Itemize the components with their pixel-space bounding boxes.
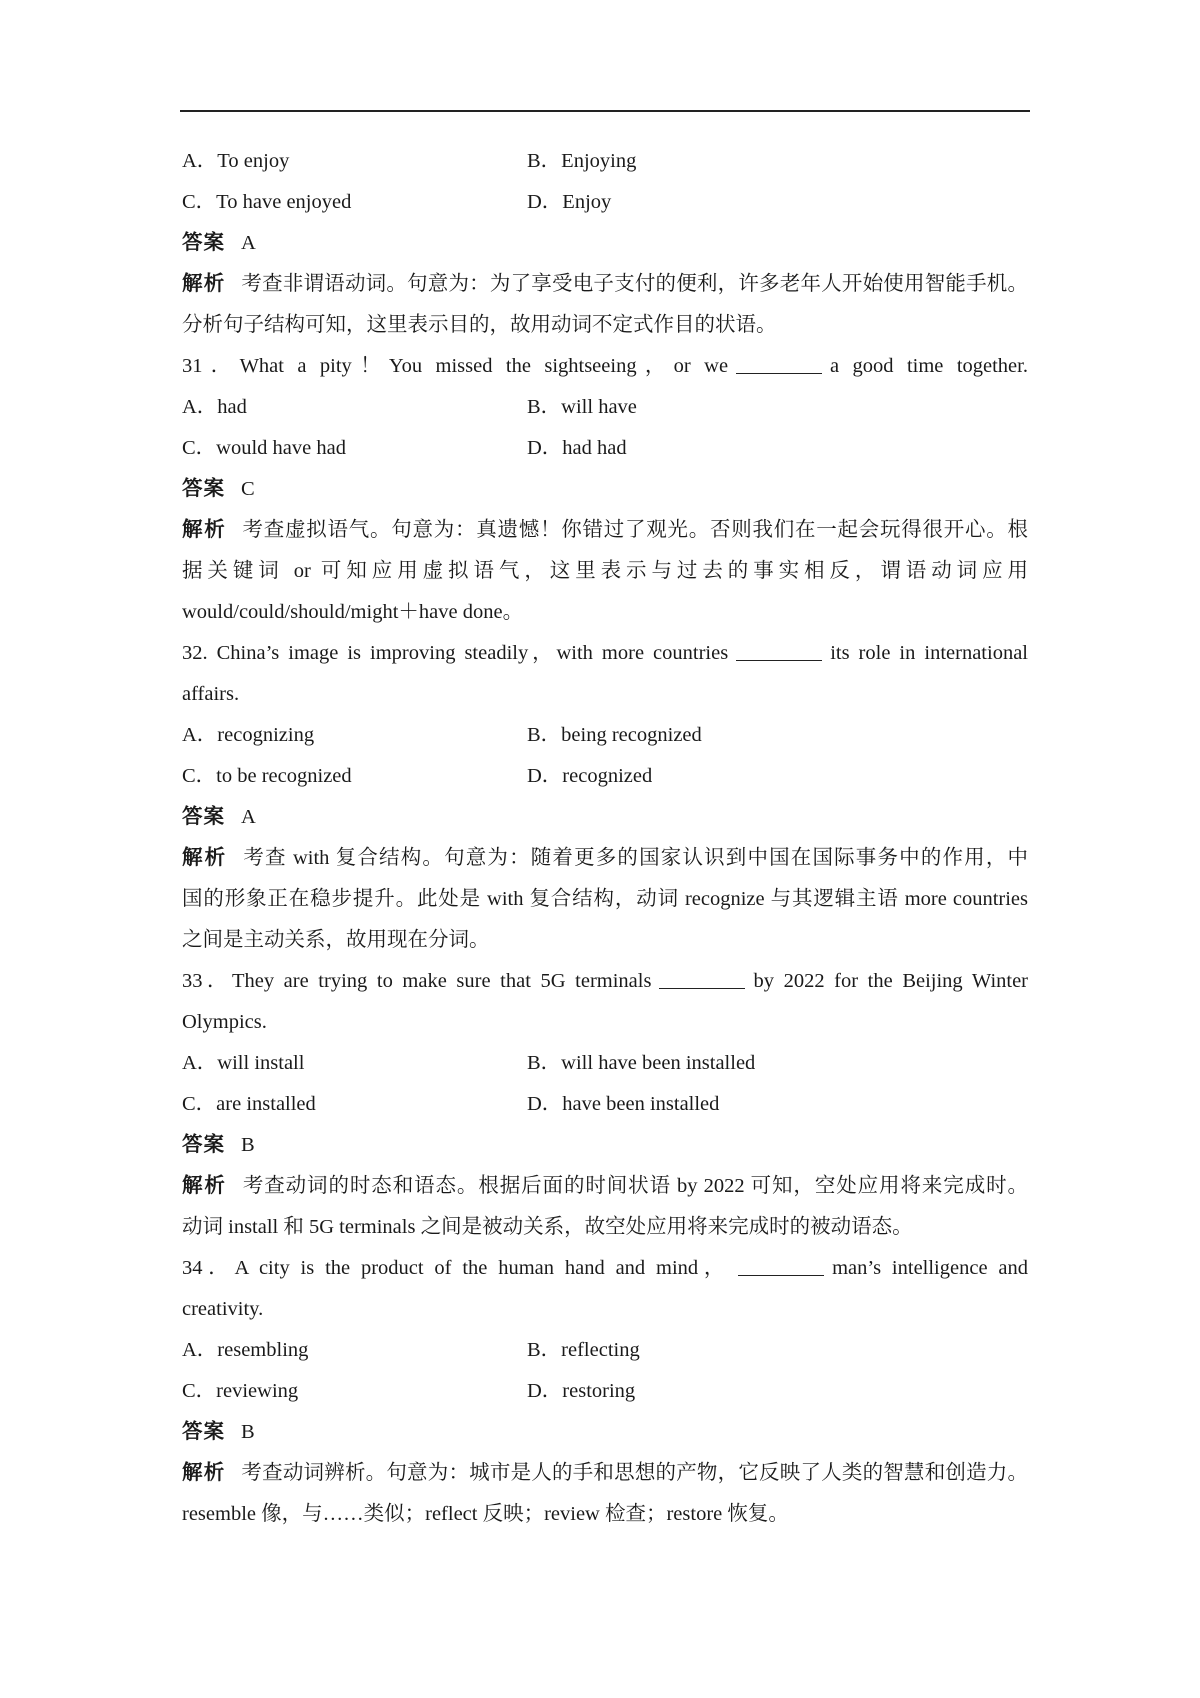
option-row [182, 1043, 1028, 1084]
answer-blank [736, 640, 822, 661]
question-text: by 2022 for the Beijing Winter [753, 970, 1029, 992]
analysis-line [182, 1453, 1028, 1494]
option-row [182, 182, 1028, 223]
analysis-label: 解析 [182, 1175, 227, 1197]
answer-value: C [241, 478, 255, 500]
text-line: 动词 install 和 5G terminals 之间是被动关系，故空处应用将来完成时的被动语态。 [182, 1216, 913, 1238]
option-row [182, 1330, 1028, 1371]
answer-line [182, 1412, 1028, 1453]
answer-value: A [241, 806, 256, 828]
question-line [182, 1248, 1028, 1289]
question-text: 31．What a pity！You missed the sightseeing，or we [182, 355, 729, 377]
answer-value: B [241, 1134, 255, 1156]
option: A．resembling [182, 1339, 309, 1361]
option-row [182, 141, 1028, 182]
option: D．recognized [527, 765, 653, 787]
option-row [182, 387, 1028, 428]
answer-label: 答案 [182, 232, 225, 254]
answer-line [182, 469, 1028, 510]
analysis-line [182, 264, 1028, 305]
answer-blank [736, 353, 822, 374]
text-line: 国的形象正在稳步提升。此处是 with 复合结构，动词 recognize 与其逻辑主语 more countries [182, 888, 1028, 910]
text-line: 之间是主动关系，故用现在分词。 [182, 929, 490, 951]
analysis-text: 考查 with 复合结构。句意为：随着更多的国家认识到中国在国际事务中的作用，中 [243, 847, 1028, 869]
option-row [182, 756, 1028, 797]
option: D．have been installed [527, 1093, 720, 1115]
analysis-line [182, 1166, 1028, 1207]
question-text: 32. China’s image is improving steadily，with more countries [182, 642, 729, 664]
option-row [182, 715, 1028, 756]
answer-label: 答案 [182, 1421, 225, 1443]
option: B．reflecting [527, 1339, 640, 1361]
option: B．will have been installed [527, 1052, 756, 1074]
option: C．are installed [182, 1093, 316, 1115]
text-line: creativity. [182, 1298, 264, 1320]
question-text: 33．They are trying to make sure that 5G terminals [182, 970, 652, 992]
answer-value: B [241, 1421, 255, 1443]
option: D．restoring [527, 1380, 636, 1402]
analysis-text: 考查非谓语动词。句意为：为了享受电子支付的便利，许多老年人开始使用智能手机。 [241, 273, 1029, 295]
analysis-label: 解析 [182, 847, 228, 869]
analysis-label: 解析 [182, 519, 227, 541]
option: B．will have [527, 396, 637, 418]
answer-line [182, 1125, 1028, 1166]
question-text: 34．A city is the product of the human hand and mind， [182, 1257, 731, 1279]
option-row [182, 1084, 1028, 1125]
option-row [182, 428, 1028, 469]
answer-value: A [241, 232, 256, 254]
text-line: 据关键词 or 可知应用虚拟语气，这里表示与过去的事实相反，谓语动词应用 [182, 560, 1028, 582]
option: B．being recognized [527, 724, 702, 746]
analysis-line [182, 510, 1028, 551]
analysis-label: 解析 [182, 1462, 226, 1484]
option: A．will install [182, 1052, 305, 1074]
question-text: a good time together. [830, 355, 1028, 377]
analysis-text: 考查动词辨析。句意为：城市是人的手和思想的产物，它反映了人类的智慧和创造力。 [241, 1462, 1029, 1484]
answer-line [182, 223, 1028, 264]
answer-blank [659, 968, 745, 989]
answer-label: 答案 [182, 1134, 225, 1156]
text-line: 分析句子结构可知，这里表示目的，故用动词不定式作目的状语。 [182, 314, 777, 336]
option-row [182, 1371, 1028, 1412]
answer-blank [738, 1255, 824, 1276]
question-line [182, 346, 1028, 387]
option: A．had [182, 396, 247, 418]
question-text: its role in international [830, 642, 1028, 664]
analysis-line [182, 838, 1028, 879]
analysis-text: 考查动词的时态和语态。根据后面的时间状语 by 2022 可知，空处应用将来完成时。 [242, 1175, 1029, 1197]
option: D．Enjoy [527, 191, 612, 213]
question-line [182, 633, 1028, 674]
option: A．recognizing [182, 724, 315, 746]
question-line [182, 961, 1028, 1002]
text-line: would/could/should/might＋have done。 [182, 601, 524, 623]
option: C．To have enjoyed [182, 191, 352, 213]
option: B．Enjoying [527, 150, 637, 172]
answer-label: 答案 [182, 478, 225, 500]
option: C．to be recognized [182, 765, 352, 787]
text-line: Olympics. [182, 1011, 267, 1033]
text-line: resemble 像，与……类似；reflect 反映；review 检查；restore 恢复。 [182, 1503, 789, 1525]
option: A．To enjoy [182, 150, 290, 172]
option: C．would have had [182, 437, 346, 459]
header-rule [180, 110, 1030, 112]
answer-line [182, 797, 1028, 838]
option: D．had had [527, 437, 627, 459]
question-text: man’s intelligence and [832, 1257, 1028, 1279]
analysis-label: 解析 [182, 273, 226, 295]
text-line: affairs. [182, 683, 240, 705]
answer-label: 答案 [182, 806, 225, 828]
page-content [182, 141, 1028, 1535]
option: C．reviewing [182, 1380, 299, 1402]
analysis-text: 考查虚拟语气。句意为：真遗憾！你错过了观光。否则我们在一起会玩得很开心。根 [242, 519, 1028, 541]
